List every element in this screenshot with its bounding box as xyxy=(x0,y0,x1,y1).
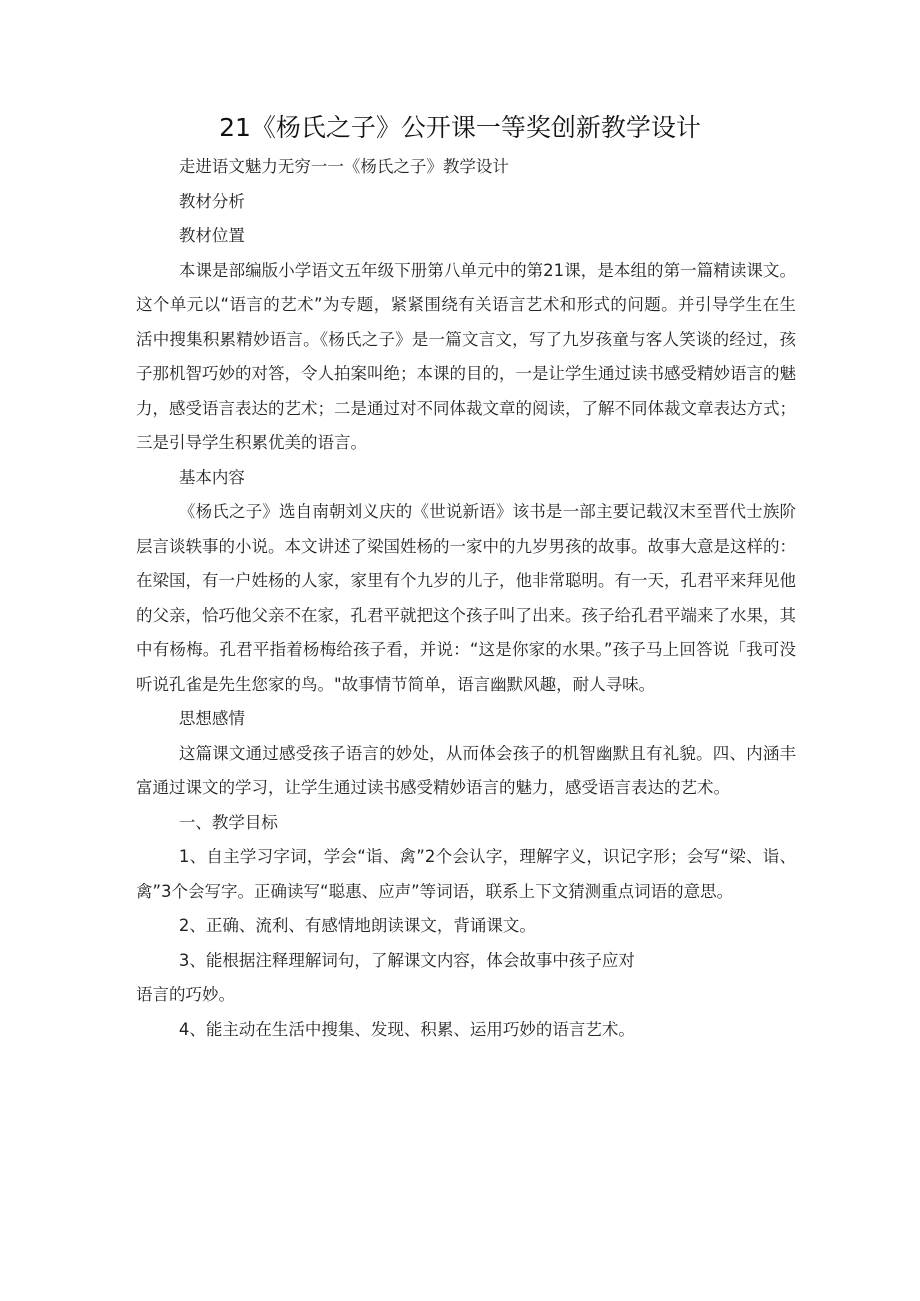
goal-item-3-continued: 语言的巧妙。 xyxy=(136,985,235,1004)
heading-teaching-goals: 一、教学目标 xyxy=(178,812,278,832)
document-body xyxy=(136,150,796,1047)
heading-material-position: 教材位置 xyxy=(178,226,245,245)
paragraph-emotion: 这篇课文通过感受孩子语言的妙处，从而体会孩子的机智幽默且有礼貌。四、内涵丰富通过课文的学习，让学生通过读书感受精妙语言的魅力，感受语言表达的艺术。 xyxy=(136,743,796,797)
goal-item-4: 4、能主动在生活中搜集、发现、积累、运用巧妙的语言艺术。 xyxy=(178,1019,635,1039)
heading-basic-content: 基本内容 xyxy=(178,467,245,487)
paragraph-position: 本课是部编版小学语文五年级下册第八单元中的第21课，是本组的第一篇精读课文。这个单元以“语言的艺术”为专题，紧紧围绕有关语言艺术和形式的问题。并引导学生在生活中搜集积累精妙语言。《杨氏之子》是一篇文言文，写了九岁孩童与客人笑谈的经过，孩子那机智巧妙的对答，令人拍案叫绝；本课的目的，一是让学生通过读书感受精妙语言的魅力，感受语言表达的艺术；二是通过对不同体裁文章的阅读，了解不同体裁文章表达方式；三是引导学生积累优美的语言。 xyxy=(136,260,796,452)
goal-item-2: 2、正确、流利、有感情地朗读课文，背诵课文。 xyxy=(178,916,536,935)
heading-emotion: 思想感情 xyxy=(178,709,245,728)
paragraph-content: 《杨氏之子》选自南朝刘义庆的《世说新语》该书是一部主要记载汉末至晋代士族阶层言谈轶事的小说。本文讲述了梁国姓杨的一家中的九岁男孩的故事。故事大意是这样的：在梁国，有一户姓杨的人家，家里有个九岁的儿子，他非常聪明。有一天，孔君平来拜见他的父亲，恰巧他父亲不在家，孔君平就把这个孩子叫了出来。孩子给孔君平端来了水果，其中有杨梅。孔君平指着杨梅给孩子看，并说：“这是你家的水果。”孩子马上回答说「我可没听说孔雀是先生您家的鸟。"故事情节简单，语言幽默风趣，耐人寻味。 xyxy=(136,502,796,694)
heading-material-analysis: 教材分析 xyxy=(178,191,245,211)
goal-item-3: 3、能根据注释理解词句，了解课文内容，体会故事中孩子应对 xyxy=(178,950,635,970)
subtitle: 走进语文魅力无穷一一《杨氏之子》教学设计 xyxy=(178,157,509,176)
document-title: 21《杨氏之子》公开课一等奖创新教学设计 xyxy=(219,113,701,142)
goal-item-1: 1、自主学习字词，学会“诣、禽”2个会认字，理解字义，识记字形；会写“梁、诣、禽”3个会写字。正确读写“聪惠、应声”等词语，联系上下文猜测重点词语的意思。 xyxy=(136,847,796,901)
